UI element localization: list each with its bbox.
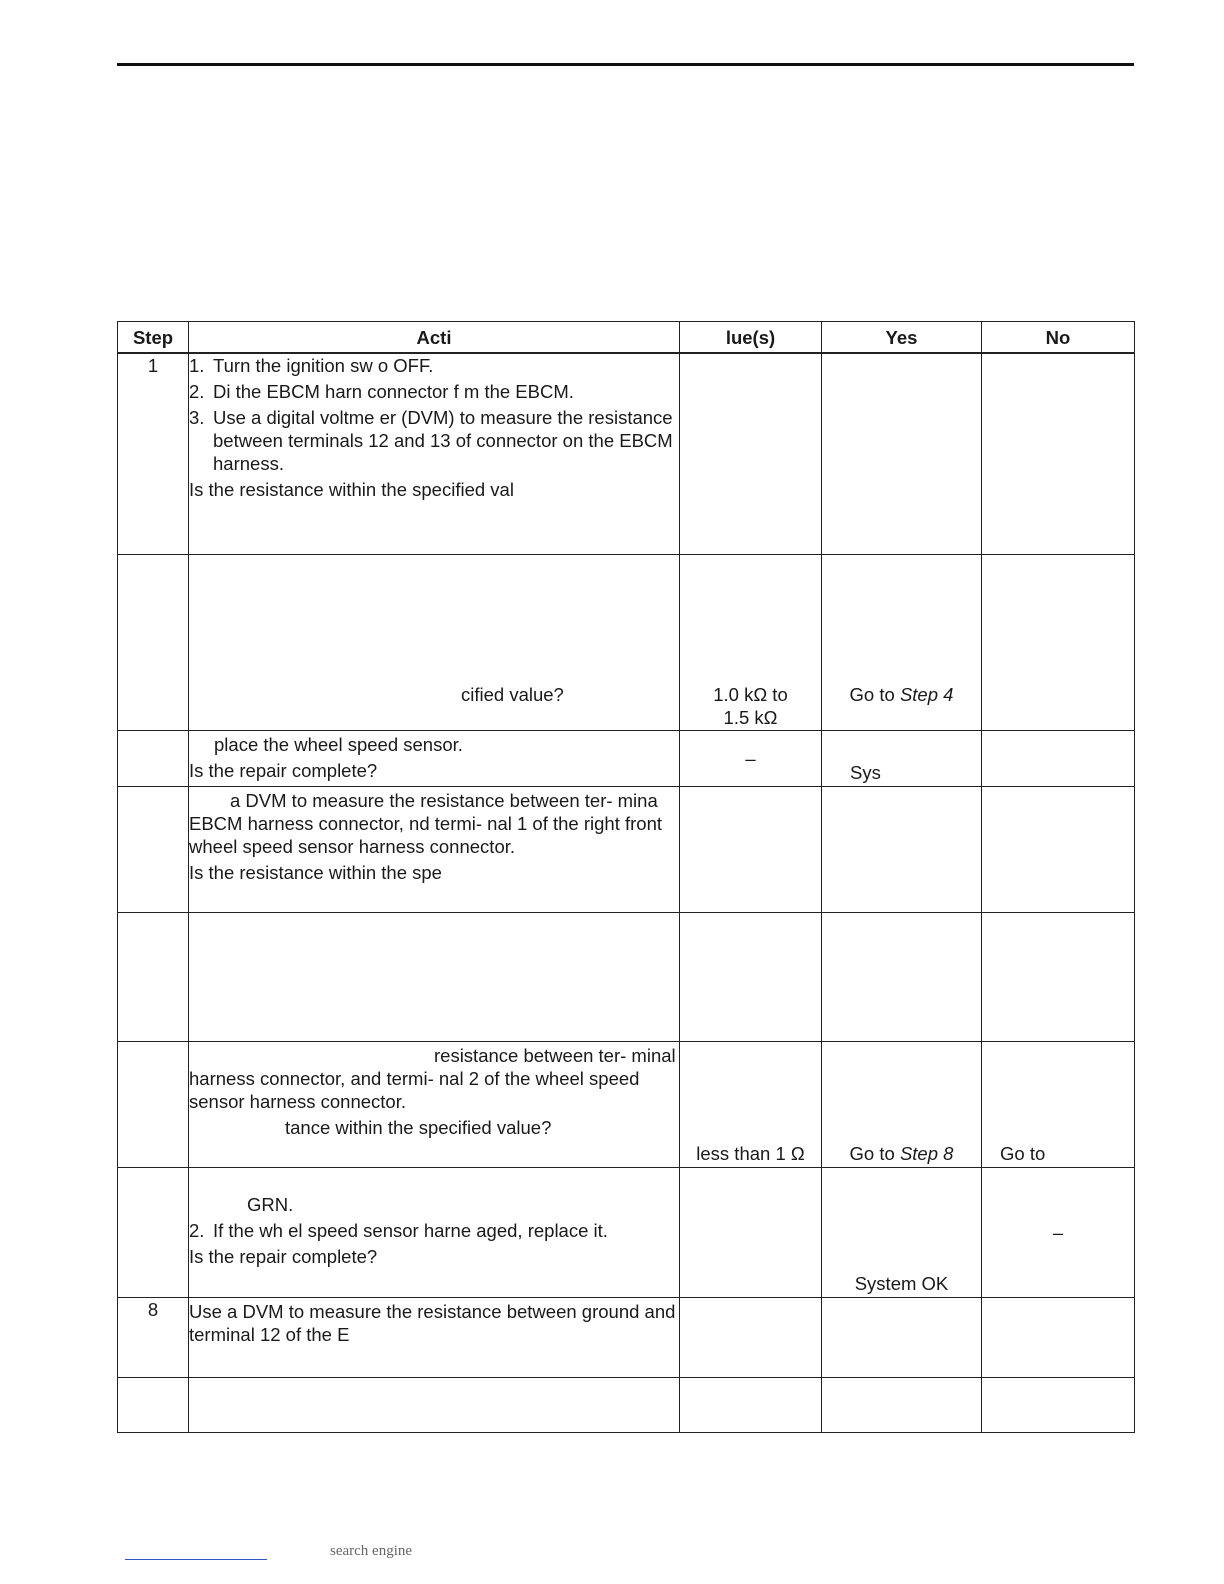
value-cell	[680, 1167, 822, 1297]
yes-cell: Sys	[822, 730, 982, 786]
yes-cell	[822, 912, 982, 1041]
step-number	[118, 1041, 189, 1167]
table-row	[118, 1167, 1135, 1297]
action-question: tance within the specified value?	[285, 1116, 552, 1138]
action-text: place the wheel speed sensor.	[214, 733, 463, 755]
action-cell	[189, 1297, 680, 1377]
action-cell	[189, 786, 680, 912]
value-cell	[680, 786, 822, 912]
header-no: No	[982, 322, 1135, 354]
table-row	[118, 353, 1135, 554]
step-number	[118, 912, 189, 1041]
action-cell	[189, 554, 680, 730]
action-cell	[189, 1377, 680, 1432]
action-question: Is the resistance within the specified val	[189, 479, 514, 500]
step-number: 1	[118, 353, 189, 554]
action-question: Is the resistance within the spe	[189, 861, 442, 883]
header-rule	[117, 63, 1134, 66]
table-row	[118, 554, 1135, 730]
step-number	[118, 554, 189, 730]
step-number	[118, 1167, 189, 1297]
action-text: Use a DVM to measure the resistance between ground and terminal 12 of the E	[189, 1300, 676, 1345]
no-cell	[982, 353, 1135, 554]
value-cell	[680, 1297, 822, 1377]
action-item: 2. Di the EBCM harn connector f m the EBCM.	[189, 381, 574, 402]
table-header-row	[118, 322, 1135, 354]
action-item: GRN.	[247, 1193, 294, 1215]
table-row	[118, 1297, 1135, 1377]
action-text: a DVM to measure the resistance between ter- mina EBCM harness connector, nd termi- nal 1 of the right front wheel speed sensor harness connector.	[189, 789, 663, 857]
action-item: 3. Use a digital voltme er (DVM) to measure the resistance between terminals 12 and 13 of connector on the EBCM harness.	[189, 407, 673, 474]
value-cell: 1.0 kΩ to 1.5 kΩ	[680, 554, 822, 730]
no-cell: Go to	[982, 1041, 1135, 1167]
no-cell	[982, 730, 1135, 786]
action-cell	[189, 353, 680, 554]
action-cell	[189, 1167, 680, 1297]
step-number	[118, 730, 189, 786]
step-number: 8	[118, 1297, 189, 1377]
yes-cell	[822, 353, 982, 554]
action-item: 1. Turn the ignition sw o OFF.	[189, 355, 434, 376]
value-cell	[680, 1377, 822, 1432]
value-cell	[680, 353, 822, 554]
footer-text: search engine	[330, 1543, 413, 1559]
table-row	[118, 1377, 1135, 1432]
action-cell	[189, 1041, 680, 1167]
action-item: 2. If the wh el speed sensor harne aged, replace it.	[189, 1219, 608, 1241]
table-row	[118, 912, 1135, 1041]
table-row	[118, 786, 1135, 912]
yes-cell: Go to Step 8	[822, 1041, 982, 1167]
step-number	[118, 1377, 189, 1432]
action-question: Is the repair complete?	[189, 1245, 378, 1267]
action-question: cified value?	[461, 683, 564, 705]
header-yes: Yes	[822, 322, 982, 354]
yes-cell	[822, 786, 982, 912]
header-step: Step	[118, 322, 189, 354]
yes-cell	[822, 1377, 982, 1432]
header-values: lue(s)	[680, 322, 822, 354]
table-row	[118, 730, 1135, 786]
action-cell	[189, 730, 680, 786]
value-cell: –	[680, 730, 822, 786]
no-cell	[982, 786, 1135, 912]
value-cell: less than 1 Ω	[680, 1041, 822, 1167]
header-action: Acti	[189, 322, 680, 354]
no-cell: –	[982, 1167, 1135, 1297]
no-cell	[982, 1377, 1135, 1432]
diagnostic-table	[117, 321, 1135, 1433]
yes-cell: System OK	[822, 1167, 982, 1297]
action-cell	[189, 912, 680, 1041]
table-row	[118, 1041, 1135, 1167]
action-question: Is the repair complete?	[189, 759, 378, 781]
yes-cell: Go to Step 4	[822, 554, 982, 730]
action-text: resistance between ter- minal harness connector, and termi- nal 2 of the wheel speed sensor harness connector.	[189, 1044, 676, 1112]
no-cell	[982, 554, 1135, 730]
footer-link-underline[interactable]	[125, 1559, 267, 1560]
value-cell	[680, 912, 822, 1041]
step-number	[118, 786, 189, 912]
no-cell	[982, 1297, 1135, 1377]
no-cell	[982, 912, 1135, 1041]
yes-cell	[822, 1297, 982, 1377]
